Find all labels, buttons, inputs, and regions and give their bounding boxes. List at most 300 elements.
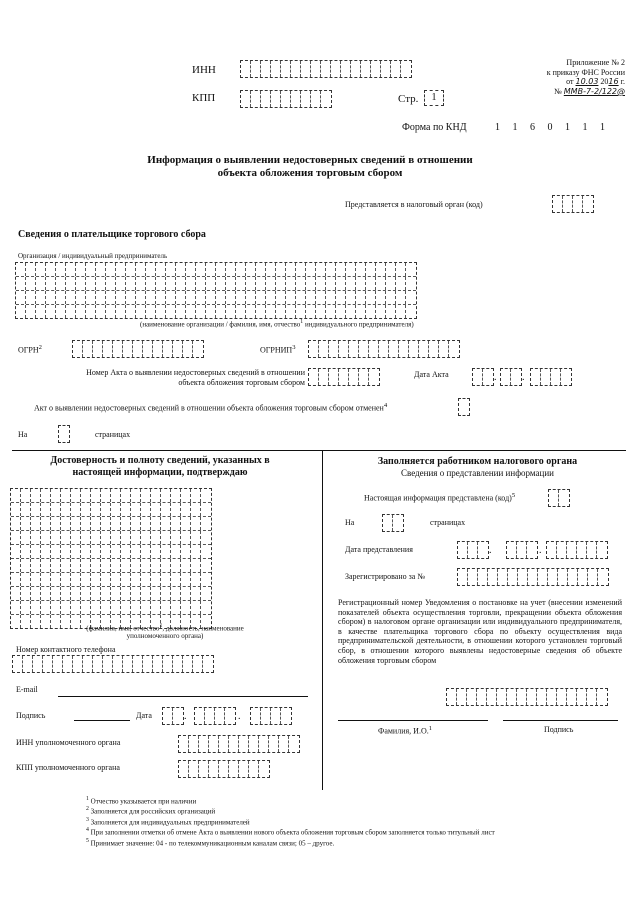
input-cell[interactable] [96, 305, 106, 318]
input-cell[interactable] [59, 426, 69, 442]
input-cell[interactable] [351, 61, 361, 77]
input-cell[interactable] [66, 277, 76, 290]
input-cell[interactable] [477, 689, 487, 705]
input-cell[interactable] [371, 61, 381, 77]
confirm-kpp-cells[interactable] [178, 760, 270, 778]
input-cell[interactable] [216, 263, 226, 276]
phone-cells[interactable] [12, 655, 214, 673]
input-cell[interactable] [61, 573, 71, 586]
input-cell[interactable] [141, 489, 151, 502]
input-cell[interactable] [386, 277, 396, 290]
input-cell[interactable] [176, 291, 186, 304]
input-cell[interactable] [336, 305, 346, 318]
input-cell[interactable] [396, 263, 406, 276]
input-cell[interactable] [419, 341, 429, 357]
input-cell[interactable] [468, 569, 478, 585]
input-cell[interactable] [316, 263, 326, 276]
input-cell[interactable] [81, 573, 91, 586]
input-cell[interactable] [56, 305, 66, 318]
input-cell[interactable] [151, 489, 161, 502]
input-cell[interactable] [537, 689, 547, 705]
input-cell[interactable] [597, 542, 607, 558]
input-cell[interactable] [376, 277, 386, 290]
input-cell[interactable] [457, 689, 467, 705]
input-cell[interactable] [205, 708, 215, 724]
input-cell[interactable] [26, 263, 36, 276]
input-cell[interactable] [66, 263, 76, 276]
input-cell[interactable] [61, 517, 71, 530]
input-cell[interactable] [151, 517, 161, 530]
input-cell[interactable] [336, 277, 346, 290]
input-cell[interactable] [236, 277, 246, 290]
input-cell[interactable] [191, 559, 201, 572]
input-cell[interactable] [346, 277, 356, 290]
input-cell[interactable] [518, 569, 528, 585]
input-cell[interactable] [191, 587, 201, 600]
input-cell[interactable] [587, 689, 597, 705]
input-cell[interactable] [166, 277, 176, 290]
input-cell[interactable] [171, 503, 181, 516]
input-cell[interactable] [239, 761, 249, 777]
input-cell[interactable] [487, 689, 497, 705]
input-cell[interactable] [121, 559, 131, 572]
input-cell[interactable] [226, 263, 236, 276]
input-cell[interactable] [146, 263, 156, 276]
input-cell[interactable] [116, 305, 126, 318]
input-cell[interactable] [11, 559, 21, 572]
input-cell[interactable] [171, 531, 181, 544]
input-cell[interactable] [126, 277, 136, 290]
input-cell[interactable] [309, 341, 319, 357]
input-cell[interactable] [171, 559, 181, 572]
input-cell[interactable] [141, 503, 151, 516]
input-cell[interactable] [191, 503, 201, 516]
input-cell[interactable] [171, 601, 181, 614]
input-cell[interactable] [131, 587, 141, 600]
kpp-cells[interactable] [240, 90, 332, 108]
input-cell[interactable] [41, 503, 51, 516]
input-cell[interactable] [141, 559, 151, 572]
input-cell[interactable] [161, 517, 171, 530]
input-cell[interactable] [449, 341, 459, 357]
input-cell[interactable] [111, 587, 121, 600]
input-cell[interactable] [31, 559, 41, 572]
input-cell[interactable] [123, 656, 133, 672]
input-cell[interactable] [296, 277, 306, 290]
input-cell[interactable] [568, 569, 578, 585]
input-cell[interactable] [557, 689, 567, 705]
input-cell[interactable] [196, 263, 206, 276]
input-cell[interactable] [366, 263, 376, 276]
input-cell[interactable] [171, 545, 181, 558]
input-cell[interactable] [101, 587, 111, 600]
input-cell[interactable] [71, 573, 81, 586]
input-cell[interactable] [376, 305, 386, 318]
input-cell[interactable] [339, 341, 349, 357]
input-cell[interactable] [61, 545, 71, 558]
input-cell[interactable] [379, 341, 389, 357]
input-cell[interactable] [359, 369, 369, 385]
input-cell[interactable] [196, 305, 206, 318]
input-cell[interactable] [306, 291, 316, 304]
input-cell[interactable] [51, 531, 61, 544]
input-cell[interactable] [83, 656, 93, 672]
input-cell[interactable] [439, 341, 449, 357]
input-cell[interactable] [131, 573, 141, 586]
input-cell[interactable] [111, 573, 121, 586]
input-cell[interactable] [259, 736, 269, 752]
input-cell[interactable] [171, 573, 181, 586]
input-cell[interactable] [558, 569, 568, 585]
input-cell[interactable] [528, 569, 538, 585]
input-cell[interactable] [478, 542, 488, 558]
input-cell[interactable] [71, 531, 81, 544]
email-line[interactable] [58, 696, 308, 697]
input-cell[interactable] [381, 61, 391, 77]
input-cell[interactable] [116, 263, 126, 276]
input-cell[interactable] [81, 517, 91, 530]
input-cell[interactable] [131, 489, 141, 502]
input-cell[interactable] [356, 291, 366, 304]
input-cell[interactable] [56, 263, 66, 276]
input-cell[interactable] [361, 61, 371, 77]
confirm-date-month-cells[interactable] [194, 707, 236, 725]
input-cell[interactable] [121, 601, 131, 614]
input-cell[interactable] [246, 305, 256, 318]
input-cell[interactable] [126, 305, 136, 318]
input-cell[interactable] [111, 559, 121, 572]
input-cell[interactable] [121, 503, 131, 516]
input-cell[interactable] [91, 587, 101, 600]
input-cell[interactable] [331, 61, 341, 77]
input-cell[interactable] [553, 196, 563, 212]
input-cell[interactable] [281, 91, 291, 107]
input-cell[interactable] [587, 542, 597, 558]
input-cell[interactable] [501, 369, 511, 385]
input-cell[interactable] [123, 341, 133, 357]
input-cell[interactable] [181, 601, 191, 614]
input-cell[interactable] [51, 573, 61, 586]
input-cell[interactable] [116, 277, 126, 290]
input-cell[interactable] [356, 305, 366, 318]
input-cell[interactable] [46, 277, 56, 290]
input-cell[interactable] [246, 291, 256, 304]
input-cell[interactable] [193, 656, 203, 672]
input-cell[interactable] [121, 545, 131, 558]
input-cell[interactable] [349, 369, 359, 385]
input-cell[interactable] [189, 761, 199, 777]
input-cell[interactable] [216, 305, 226, 318]
input-cell[interactable] [191, 531, 201, 544]
input-cell[interactable] [583, 196, 593, 212]
input-cell[interactable] [93, 341, 103, 357]
input-cell[interactable] [101, 489, 111, 502]
input-cell[interactable] [143, 341, 153, 357]
input-cell[interactable] [366, 277, 376, 290]
input-cell[interactable] [386, 291, 396, 304]
input-cell[interactable] [76, 277, 86, 290]
input-cell[interactable] [36, 263, 46, 276]
input-cell[interactable] [206, 263, 216, 276]
input-cell[interactable] [71, 517, 81, 530]
input-cell[interactable] [111, 489, 121, 502]
input-cell[interactable] [156, 305, 166, 318]
input-cell[interactable] [41, 531, 51, 544]
input-cell[interactable] [66, 305, 76, 318]
input-cell[interactable] [468, 542, 478, 558]
input-cell[interactable] [31, 531, 41, 544]
input-cell[interactable] [186, 263, 196, 276]
input-cell[interactable] [201, 503, 211, 516]
input-cell[interactable] [216, 277, 226, 290]
input-cell[interactable] [36, 305, 46, 318]
act-number-cells[interactable] [308, 368, 380, 386]
input-cell[interactable] [106, 291, 116, 304]
input-cell[interactable] [538, 569, 548, 585]
input-cell[interactable] [53, 656, 63, 672]
input-cell[interactable] [21, 601, 31, 614]
input-cell[interactable] [76, 305, 86, 318]
act-date-year-cells[interactable] [530, 368, 572, 386]
input-cell[interactable] [56, 277, 66, 290]
input-cell[interactable] [31, 573, 41, 586]
input-cell[interactable] [406, 305, 416, 318]
input-cell[interactable] [209, 736, 219, 752]
input-cell[interactable] [21, 615, 31, 628]
confirm-signature-line[interactable] [74, 720, 130, 721]
input-cell[interactable] [56, 291, 66, 304]
input-cell[interactable] [131, 503, 141, 516]
input-cell[interactable] [93, 656, 103, 672]
input-cell[interactable] [101, 545, 111, 558]
input-cell[interactable] [111, 503, 121, 516]
input-cell[interactable] [301, 61, 311, 77]
input-cell[interactable] [63, 656, 73, 672]
input-cell[interactable] [386, 305, 396, 318]
input-cell[interactable] [517, 689, 527, 705]
input-cell[interactable] [256, 277, 266, 290]
confirm-inn-cells[interactable] [178, 735, 300, 753]
input-cell[interactable] [91, 531, 101, 544]
input-cell[interactable] [71, 489, 81, 502]
input-cell[interactable] [11, 615, 21, 628]
input-cell[interactable] [567, 689, 577, 705]
input-cell[interactable] [296, 291, 306, 304]
registration-number-cells[interactable] [446, 688, 608, 706]
input-cell[interactable] [209, 761, 219, 777]
input-cell[interactable] [176, 277, 186, 290]
input-cell[interactable] [276, 291, 286, 304]
inn-cells[interactable] [240, 60, 412, 78]
input-cell[interactable] [131, 601, 141, 614]
input-cell[interactable] [151, 545, 161, 558]
payer-pages-cells[interactable] [58, 425, 70, 443]
input-cell[interactable] [376, 263, 386, 276]
input-cell[interactable] [186, 277, 196, 290]
input-cell[interactable] [61, 489, 71, 502]
tax-pages-cells[interactable] [382, 514, 404, 532]
input-cell[interactable] [51, 489, 61, 502]
input-cell[interactable] [31, 545, 41, 558]
input-cell[interactable] [71, 503, 81, 516]
input-cell[interactable] [131, 531, 141, 544]
input-cell[interactable] [393, 515, 403, 531]
input-cell[interactable] [31, 587, 41, 600]
input-cell[interactable] [225, 708, 235, 724]
tax-fio-line[interactable] [338, 720, 488, 721]
input-cell[interactable] [201, 531, 211, 544]
input-cell[interactable] [181, 517, 191, 530]
input-cell[interactable] [577, 689, 587, 705]
input-cell[interactable] [458, 542, 468, 558]
input-cell[interactable] [291, 91, 301, 107]
input-cell[interactable] [16, 291, 26, 304]
input-cell[interactable] [106, 305, 116, 318]
input-cell[interactable] [111, 517, 121, 530]
input-cell[interactable] [319, 369, 329, 385]
input-cell[interactable] [21, 573, 31, 586]
input-cell[interactable] [309, 369, 319, 385]
input-cell[interactable] [598, 569, 608, 585]
input-cell[interactable] [578, 569, 588, 585]
input-cell[interactable] [21, 559, 31, 572]
input-cell[interactable] [41, 559, 51, 572]
input-cell[interactable] [113, 656, 123, 672]
input-cell[interactable] [121, 531, 131, 544]
input-cell[interactable] [219, 736, 229, 752]
input-cell[interactable] [201, 559, 211, 572]
input-cell[interactable] [229, 736, 239, 752]
input-cell[interactable] [136, 263, 146, 276]
input-cell[interactable] [286, 277, 296, 290]
input-cell[interactable] [191, 489, 201, 502]
input-cell[interactable] [141, 601, 151, 614]
input-cell[interactable] [547, 542, 557, 558]
input-cell[interactable] [21, 503, 31, 516]
input-cell[interactable] [256, 263, 266, 276]
input-cell[interactable] [86, 305, 96, 318]
input-cell[interactable] [336, 291, 346, 304]
input-cell[interactable] [136, 305, 146, 318]
input-cell[interactable] [346, 263, 356, 276]
input-cell[interactable] [306, 263, 316, 276]
input-cell[interactable] [91, 601, 101, 614]
input-cell[interactable] [239, 736, 249, 752]
input-cell[interactable] [246, 263, 256, 276]
input-cell[interactable] [16, 263, 26, 276]
input-cell[interactable] [286, 305, 296, 318]
input-cell[interactable] [226, 291, 236, 304]
input-cell[interactable] [161, 489, 171, 502]
input-cell[interactable] [191, 573, 201, 586]
input-cell[interactable] [548, 569, 558, 585]
input-cell[interactable] [66, 291, 76, 304]
input-cell[interactable] [171, 489, 181, 502]
input-cell[interactable] [11, 489, 21, 502]
input-cell[interactable] [547, 689, 557, 705]
input-cell[interactable] [386, 263, 396, 276]
input-cell[interactable] [151, 531, 161, 544]
input-cell[interactable] [41, 517, 51, 530]
input-cell[interactable] [136, 277, 146, 290]
input-cell[interactable] [201, 489, 211, 502]
input-cell[interactable] [111, 601, 121, 614]
input-cell[interactable] [141, 545, 151, 558]
input-cell[interactable] [396, 277, 406, 290]
input-cell[interactable] [577, 542, 587, 558]
input-cell[interactable] [31, 503, 41, 516]
input-cell[interactable] [111, 545, 121, 558]
input-cell[interactable] [483, 369, 493, 385]
input-cell[interactable] [173, 341, 183, 357]
input-cell[interactable] [11, 573, 21, 586]
input-cell[interactable] [226, 277, 236, 290]
input-cell[interactable] [336, 263, 346, 276]
input-cell[interactable] [389, 341, 399, 357]
input-cell[interactable] [26, 305, 36, 318]
input-cell[interactable] [216, 291, 226, 304]
input-cell[interactable] [51, 601, 61, 614]
input-cell[interactable] [46, 291, 56, 304]
input-cell[interactable] [429, 341, 439, 357]
input-cell[interactable] [61, 559, 71, 572]
act-date-day-cells[interactable] [472, 368, 494, 386]
input-cell[interactable] [271, 708, 281, 724]
input-cell[interactable] [21, 489, 31, 502]
input-cell[interactable] [203, 656, 213, 672]
input-cell[interactable] [131, 517, 141, 530]
input-cell[interactable] [199, 761, 209, 777]
input-cell[interactable] [86, 263, 96, 276]
input-cell[interactable] [527, 689, 537, 705]
input-cell[interactable] [206, 305, 216, 318]
input-cell[interactable] [16, 277, 26, 290]
input-cell[interactable] [286, 263, 296, 276]
input-cell[interactable] [359, 341, 369, 357]
input-cell[interactable] [498, 569, 508, 585]
input-cell[interactable] [71, 587, 81, 600]
input-cell[interactable] [166, 263, 176, 276]
input-cell[interactable] [171, 587, 181, 600]
input-cell[interactable] [21, 545, 31, 558]
input-cell[interactable] [341, 61, 351, 77]
input-cell[interactable] [11, 545, 21, 558]
input-cell[interactable] [201, 517, 211, 530]
input-cell[interactable] [316, 277, 326, 290]
input-cell[interactable] [478, 569, 488, 585]
input-cell[interactable] [193, 341, 203, 357]
input-cell[interactable] [81, 489, 91, 502]
input-cell[interactable] [256, 305, 266, 318]
input-cell[interactable] [103, 656, 113, 672]
input-cell[interactable] [251, 61, 261, 77]
input-cell[interactable] [201, 601, 211, 614]
input-cell[interactable] [266, 291, 276, 304]
input-cell[interactable] [151, 573, 161, 586]
input-cell[interactable] [563, 196, 573, 212]
input-cell[interactable] [366, 291, 376, 304]
input-cell[interactable] [11, 517, 21, 530]
input-cell[interactable] [181, 545, 191, 558]
input-cell[interactable] [61, 531, 71, 544]
input-cell[interactable] [226, 305, 236, 318]
input-cell[interactable] [326, 305, 336, 318]
input-cell[interactable] [349, 341, 359, 357]
input-cell[interactable] [383, 515, 393, 531]
input-cell[interactable] [195, 708, 205, 724]
input-cell[interactable] [81, 545, 91, 558]
input-cell[interactable] [166, 305, 176, 318]
